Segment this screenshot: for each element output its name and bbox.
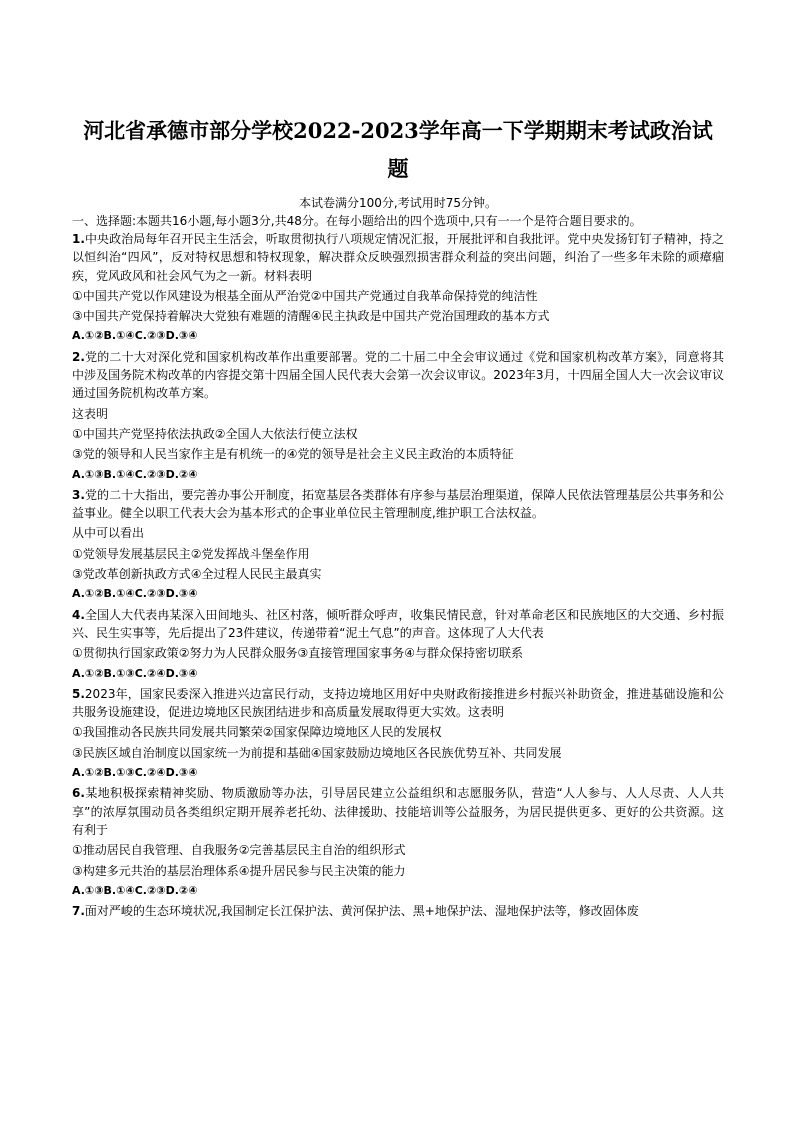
question-number: 6.: [72, 786, 85, 801]
answer-choices: A.①②B.①④C.②③D.③④: [72, 329, 198, 343]
question-text: 中央政治局每年召开民主生活会，听取贯彻执行八项规定情况汇报，开展批评和自我批评。党中央发扬钉钉子精神，持之以恒纠治“四风”，反对特权思想和特权现象，解决群众反映强烈损害群众利益的突出问题，纠治了一些多年未除的顽瘴痼疾，党风政风和社会风气为之一新。材料表明: [72, 232, 724, 283]
statement-options: ③构建多元共治的基层治理体系④提升居民参与民主决策的能力: [72, 863, 406, 878]
question-text: 某地积极探索精神奖励、物质激励等办法，引导居民建立公益组织和志愿服务队，营造“人人参与、人人尽责、人人共享”的浓厚氛围动员各类组织定期开展养老托幼、法律援助、技能培训等公益服务，为居民提供更多、更好的公共资源。这有利于: [72, 786, 724, 837]
question-stem: [72, 230, 724, 285]
exam-instructions: 本试卷满分100分,考试用时75分钟。: [299, 196, 497, 210]
section-heading: 一、选择题:本题共16小题,每小题3分,共48分。在每小题给出的四个选项中,只有一一个是符合题目要求的。: [72, 214, 642, 228]
question-list: [72, 230, 724, 920]
answer-choices: A.①③B.①④C.②③D.②④: [72, 467, 198, 481]
question-stem: [72, 685, 724, 722]
question-1: [72, 230, 724, 346]
statement-options: ①贯彻执行国家政策②努力为人民群众服务③直接管理国家事务④与群众保持密切联系: [72, 646, 524, 661]
statement-options: ①中国共产党坚持依法执政②全国人大依法行使立法权: [72, 426, 358, 441]
question-number: 4.: [72, 607, 85, 622]
question-5: [72, 685, 724, 782]
question-text: 2023年，国家民委深入推进兴边富民行动，支持边境地区用好中央财政衔接推进乡村振兴补助资金，推进基础设施和公共服务设施建设，促进边境地区民族团结进步和高质量发展取得更大实效。这表明: [72, 686, 724, 720]
question-text: 全国人大代表冉某深入田间地头、社区村落，倾听群众呼声，收集民情民意，针对革命老区和民族地区的大交通、乡村振兴、民生实事等，先后提出了23件建议，传递带着“泥土气息”的声音。这体现了人大代表: [72, 607, 724, 640]
question-7: [72, 902, 724, 920]
question-number: 7.: [72, 904, 85, 919]
statement-options: ③中国共产党保持着解决大党独有难题的清醒④民主执政是中国共产党治国理政的基本方式: [72, 309, 550, 324]
question-6: [72, 784, 724, 900]
exam-title-line2: 题: [387, 156, 409, 181]
exam-page: [72, 112, 724, 920]
answer-choices: A.①③B.①④C.②③D.②④: [72, 883, 198, 897]
question-text: 面对严峻的生态环境状况,我国制定长江保护法、黄河保护法、黑+地保护法、湿地保护法等，修改固体废: [84, 904, 639, 919]
question-text: 党的二十大对深化党和国家机构改革作出重要部署。党的二十届二中全会审议通过《党和国家机构改革方案》，同意将其中涉及国务院术构改革的内容提交第十四届全国人民代表大会第一次会议审议。2023年3月，十四届全国人大一次会议审议通过国务院机构改革方案。: [72, 349, 724, 401]
exam-title: [72, 112, 724, 188]
statement-options: ①我国推动各民族共同发展共同繁荣②国家保障边境地区人民的发展权: [72, 725, 442, 740]
question-number: 1.: [72, 232, 85, 246]
statement-options: ③党的领导和人民当家作主是有机统一的④党的领导是社会主义民主政治的本质特征: [72, 447, 514, 462]
statement-options: ①推动居民自我管理、自我服务②完善基层民主自治的组织形式: [72, 843, 406, 858]
statement-options: ①中国共产党以作风建设为根基全面从严治党②中国共产党通过自我革命保持党的纯洁性: [72, 288, 538, 303]
answer-choices: A.①②B.①④C.②③D.③④: [72, 587, 198, 601]
question-3: [72, 486, 724, 604]
question-stem: [72, 486, 724, 523]
question-stem: [72, 606, 724, 643]
question-lead: 从中可以看出: [72, 526, 145, 541]
question-number: 2.: [72, 349, 85, 364]
question-lead: 这表明: [72, 406, 109, 421]
question-number: 5.: [72, 686, 85, 701]
question-4: [72, 606, 724, 683]
question-stem: [72, 784, 724, 839]
exam-title-line1: 河北省承德市部分学校2022-2023学年高一下学期期末考试政治试: [83, 118, 713, 143]
question-text: 党的二十大指出，要完善办事公开制度，拓宽基层各类群体有序参与基层治理渠道，保障人民依法管理基层公共事务和公益事业。健全以职工代表大会为基本形式的企事业单位民主管理制度,维护职工合法权益。: [72, 487, 724, 521]
question-2: [72, 348, 724, 484]
question-stem: [72, 902, 724, 920]
answer-choices: A.①②B.①③C.②④D.③④: [72, 666, 198, 680]
answer-choices: A.①②B.①③C.②④D.③④: [72, 766, 198, 780]
question-number: 3.: [72, 487, 85, 502]
statement-options: ③党改革创新执政方式④全过程人民民主最真实: [72, 567, 322, 582]
question-stem: [72, 348, 724, 403]
statement-options: ③民族区域自治制度以国家统一为前提和基础④国家鼓励边境地区各民族优势互补、共同发展: [72, 745, 562, 760]
statement-options: ①党领导发展基层民主②党发挥战斗堡垒作用: [72, 546, 310, 561]
